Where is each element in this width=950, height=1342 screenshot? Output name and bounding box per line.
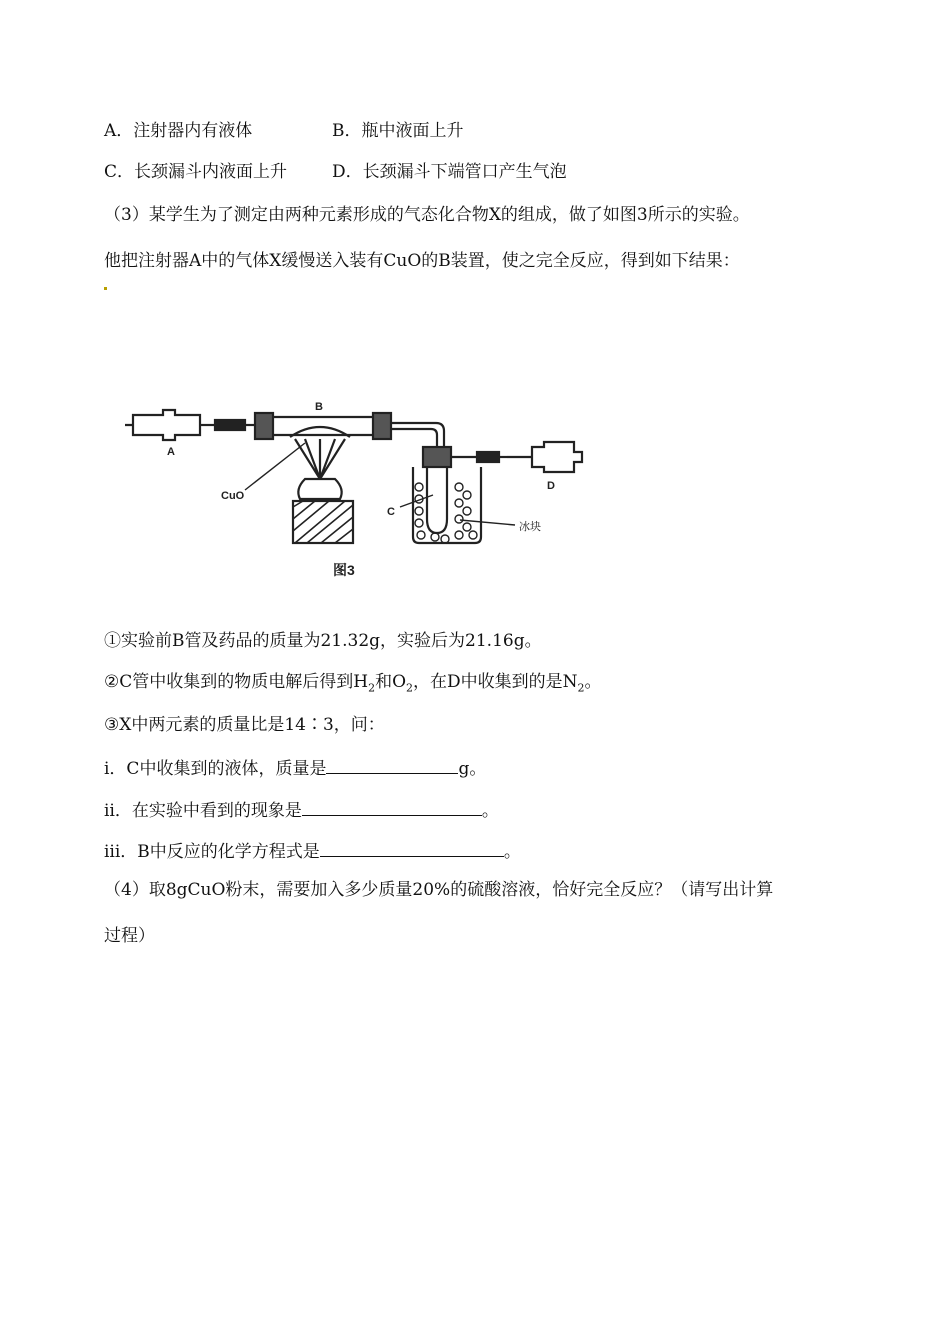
sub-question-i-unit: g。 (458, 759, 487, 779)
option-c: C．长颈漏斗内液面上升 (104, 162, 288, 182)
label-c: C (387, 506, 395, 518)
result-2-part2: 和O (375, 672, 407, 692)
result-2-part3: ，在D中收集到的是N (413, 672, 578, 692)
q4-line2: 过程） (104, 926, 155, 946)
result-2-sub2: 2 (406, 681, 414, 695)
stopper-c (423, 447, 451, 467)
figure-caption: 图3 (333, 562, 355, 578)
stopper-right (373, 413, 391, 439)
result-1: ①实验前B管及药品的质量为21.32g，实验后为21.16g。 (104, 631, 542, 651)
syringe-a (125, 410, 200, 440)
result-3: ③X中两元素的质量比是14∶3，问： (104, 715, 385, 735)
syringe-d (507, 442, 582, 472)
answer-blank-ii[interactable] (302, 797, 482, 816)
sub-question-ii-end: 。 (481, 801, 499, 821)
q4-line1: （4）取8gCuO粉末，需要加入多少质量20%的硫酸溶液，恰好完全反应？（请写出计算 (104, 880, 774, 900)
option-b: B．瓶中液面上升 (332, 121, 464, 141)
option-a: A．注射器内有液体 (104, 121, 253, 141)
alcohol-lamp (298, 479, 341, 499)
option-d: D．长颈漏斗下端管口产生气泡 (332, 162, 567, 182)
apparatus-figure (115, 395, 595, 585)
label-cuo: CuO (221, 490, 245, 502)
sub-question-iii-end: 。 (503, 842, 521, 862)
answer-blank-i[interactable] (326, 755, 458, 774)
result-2-sub3: 2 (577, 681, 585, 695)
result-2-part4: 。 (584, 672, 602, 692)
sub-question-iii (104, 838, 521, 864)
sub-question-ii (104, 797, 499, 823)
q3-intro-line1: （3）某学生为了测定由两种元素形成的气态化合物X的组成，做了如图3所示的实验。 (104, 205, 750, 225)
connector-tube (215, 420, 245, 430)
answer-blank-iii[interactable] (320, 838, 504, 857)
sub-question-i-text: ⅰ．C中收集到的液体，质量是 (104, 759, 327, 779)
label-d: D (547, 480, 555, 492)
label-a: A (167, 446, 175, 458)
result-2-sub1: 2 (368, 681, 376, 695)
stray-mark (104, 287, 107, 290)
result-2-part1: ②C管中收集到的物质电解后得到H (104, 672, 369, 692)
sub-question-ii-text: ⅱ．在实验中看到的现象是 (104, 801, 302, 821)
sub-question-i (104, 755, 486, 781)
q3-intro-line2: 他把注射器A中的气体X缓慢送入装有CuO的B装置，使之完全反应，得到如下结果： (104, 251, 740, 271)
sub-question-iii-text: ⅲ．B中反应的化学方程式是 (104, 842, 320, 862)
label-b: B (315, 401, 323, 413)
stopper-left (255, 413, 273, 439)
label-ice: 冰块 (519, 521, 541, 533)
u-tube-c (427, 467, 447, 533)
result-2 (104, 670, 602, 700)
